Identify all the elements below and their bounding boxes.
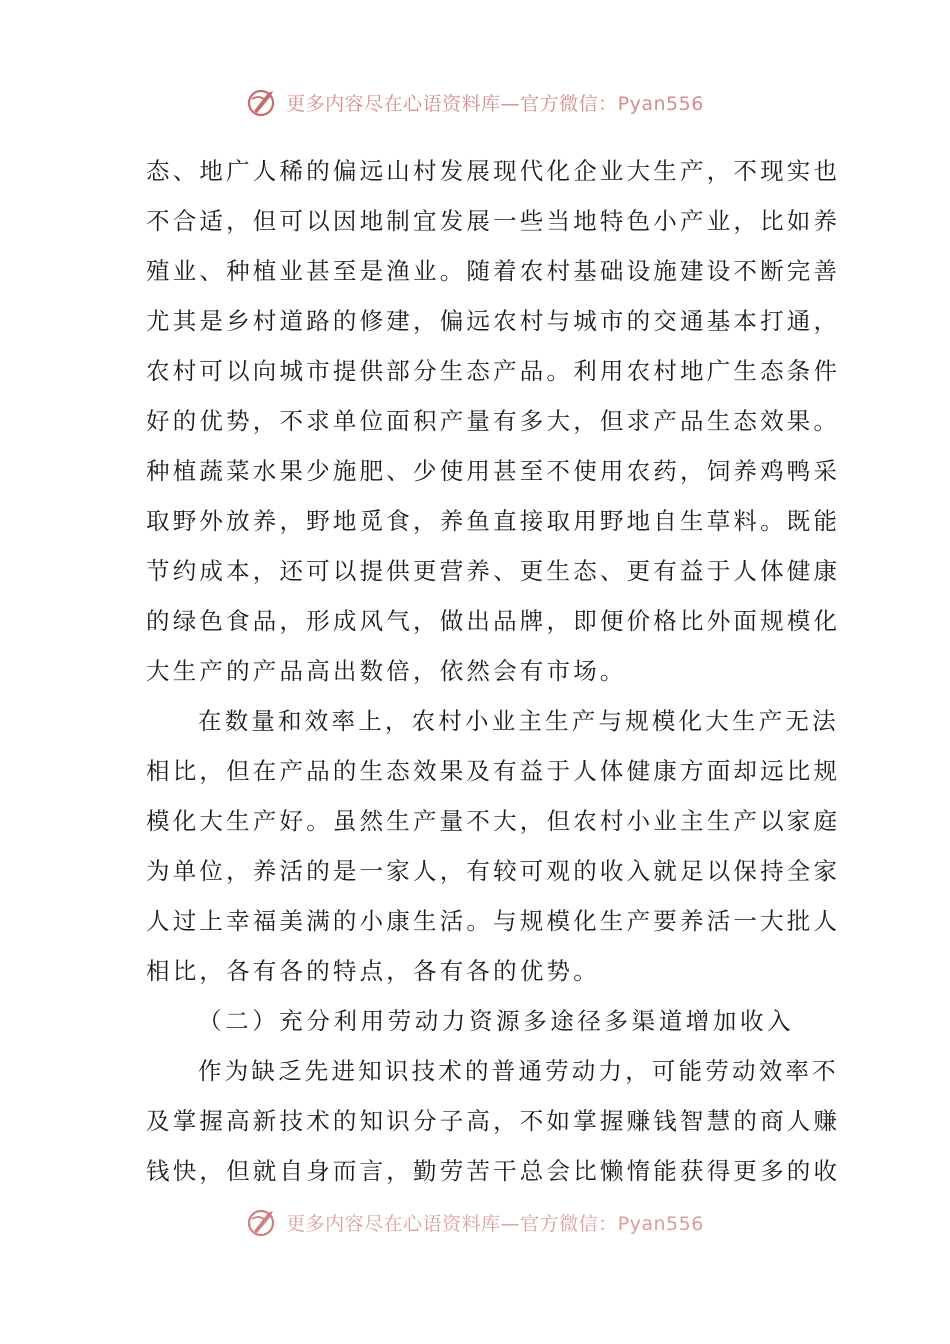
document-body (146, 146, 841, 1196)
text-line: 殖业、种植业甚至是渔业。随着农村基础设施建设不断完善 (146, 257, 841, 285)
text-line: 种植蔬菜水果少施肥、少使用甚至不使用农药，饲养鸡鸭采 (146, 457, 841, 485)
text-line: 在数量和效率上，农村小业主生产与规模化大生产无法 (198, 707, 839, 735)
text-line: 人过上幸福美满的小康生活。与规模化生产要养活一大批人 (146, 907, 841, 935)
footer-watermark (0, 1204, 950, 1240)
text-line: 大生产的产品高出数倍，依然会有市场。 (146, 657, 627, 685)
text-line: 及掌握高新技术的知识分子高，不如掌握赚钱智慧的商人赚 (146, 1107, 841, 1135)
text-line: 农村可以向城市提供部分生态产品。利用农村地广生态条件 (146, 357, 841, 385)
text-line: 节约成本，还可以提供更营养、更生态、更有益于人体健康 (146, 557, 841, 585)
pen-logo-icon (246, 85, 280, 119)
text-line: 钱快，但就自身而言，勤劳苦干总会比懒惰能获得更多的收 (146, 1157, 841, 1185)
text-line: 态、地广人稀的偏远山村发展现代化企业大生产，不现实也 (146, 157, 841, 185)
watermark-text: 更多内容尽在心语资料库—官方微信：Pyan556 (286, 1212, 704, 1235)
header-watermark (0, 84, 950, 120)
text-line: 模化大生产好。虽然生产量不大，但农村小业主生产以家庭 (146, 807, 841, 835)
section-heading: （二）充分利用劳动力资源多途径多渠道增加收入 (198, 1007, 795, 1035)
text-line: 的绿色食品，形成风气，做出品牌，即便价格比外面规模化 (146, 607, 841, 635)
text-line: 作为缺乏先进知识技术的普通劳动力，可能劳动效率不 (198, 1057, 839, 1085)
text-line: 不合适，但可以因地制宜发展一些当地特色小产业，比如养 (146, 207, 841, 235)
text-line: 尤其是乡村道路的修建，偏远农村与城市的交通基本打通， (146, 307, 841, 335)
watermark-text: 更多内容尽在心语资料库—官方微信：Pyan556 (286, 92, 704, 115)
text-line: 相比，但在产品的生态效果及有益于人体健康方面却远比规 (146, 757, 841, 785)
text-line: 好的优势，不求单位面积产量有多大，但求产品生态效果。 (146, 407, 841, 435)
pen-logo-icon (246, 1205, 280, 1239)
text-line: 相比，各有各的特点，各有各的优势。 (146, 957, 600, 985)
text-line: 为单位，养活的是一家人，有较可观的收入就足以保持全家 (146, 857, 841, 885)
text-line: 取野外放养，野地觅食，养鱼直接取用野地自生草料。既能 (146, 507, 841, 535)
